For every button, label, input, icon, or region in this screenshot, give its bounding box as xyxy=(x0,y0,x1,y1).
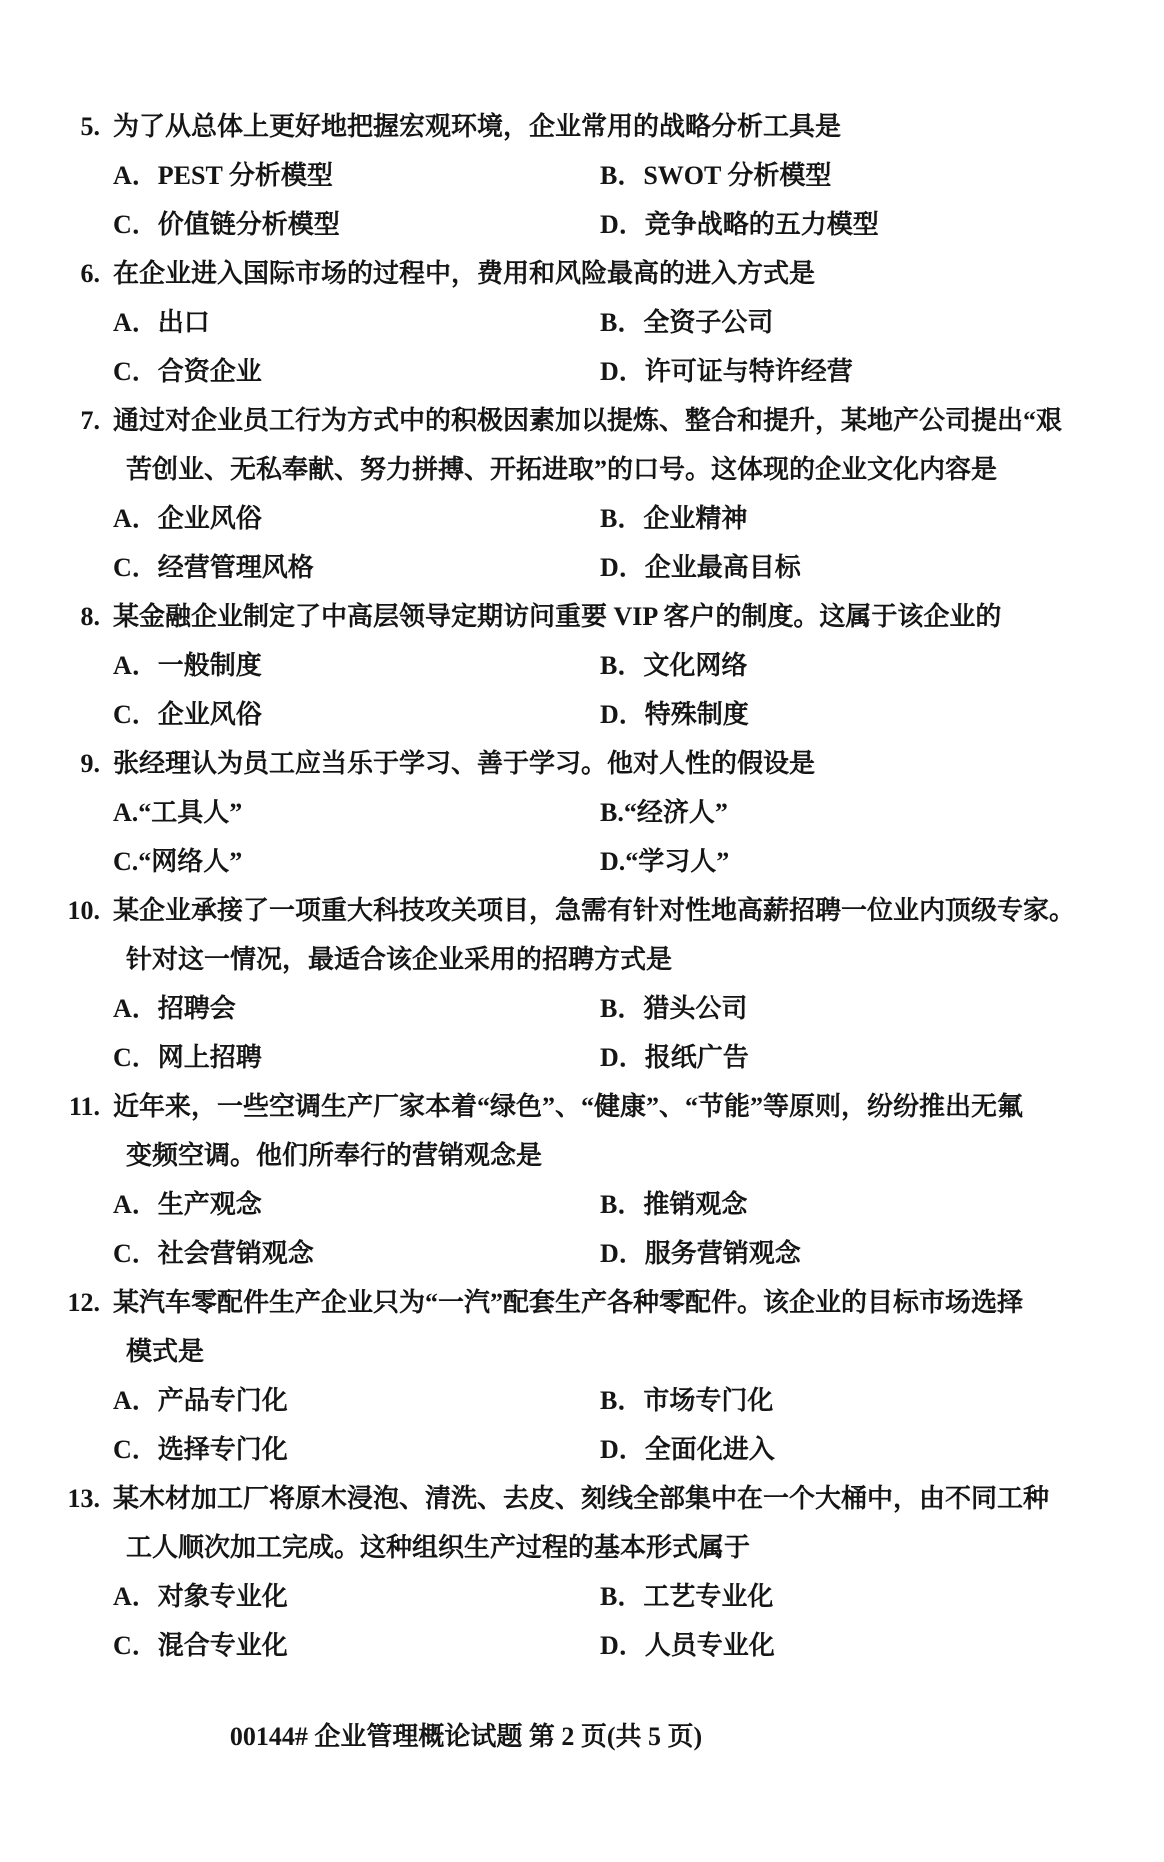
option-cell: D．许可证与特许经营 xyxy=(600,357,853,386)
question-text: 为了从总体上更好地把握宏观环境，企业常用的战略分析工具是 xyxy=(113,112,842,141)
option-cell: A．生产观念 xyxy=(113,1190,262,1219)
question-number: 8. xyxy=(80,602,100,631)
question-item xyxy=(0,886,1164,1082)
question-first-line xyxy=(0,1082,1164,1131)
question-text: 工人顺次加工完成。这种组织生产过程的基本形式属于 xyxy=(126,1533,751,1562)
option-cell: C．网上招聘 xyxy=(113,1043,262,1072)
question-number: 7. xyxy=(80,406,100,435)
option-cell: B．推销观念 xyxy=(600,1190,748,1219)
option-row xyxy=(0,788,1164,837)
option-cell: A．产品专门化 xyxy=(113,1386,288,1415)
question-wrapped-line xyxy=(0,935,1164,984)
question-first-line xyxy=(0,592,1164,641)
question-text: 张经理认为员工应当乐于学习、善于学习。他对人性的假设是 xyxy=(113,749,816,778)
option-cell: A．一般制度 xyxy=(113,651,262,680)
question-text: 模式是 xyxy=(126,1337,205,1366)
question-item xyxy=(0,249,1164,396)
question-wrapped-line xyxy=(0,1523,1164,1572)
question-text: 在企业进入国际市场的过程中，费用和风险最高的进入方式是 xyxy=(113,259,816,288)
question-number: 12. xyxy=(67,1288,100,1317)
question-text: 变频空调。他们所奉行的营销观念是 xyxy=(126,1141,543,1170)
option-cell: C．选择专门化 xyxy=(113,1435,288,1464)
question-text: 针对这一情况，最适合该企业采用的招聘方式是 xyxy=(126,945,673,974)
question-number: 11. xyxy=(68,1092,100,1121)
option-cell: B．SWOT 分析模型 xyxy=(600,161,832,190)
option-cell: B．市场专门化 xyxy=(600,1386,774,1415)
option-row xyxy=(0,641,1164,690)
option-row xyxy=(0,543,1164,592)
question-item xyxy=(0,592,1164,739)
option-cell: A．企业风俗 xyxy=(113,504,262,533)
question-first-line xyxy=(0,249,1164,298)
question-wrapped-line xyxy=(0,1131,1164,1180)
option-cell: D.“学习人” xyxy=(600,847,730,876)
question-text: 苦创业、无私奉献、努力拼搏、开拓进取”的口号。这体现的企业文化内容是 xyxy=(126,455,998,484)
option-row xyxy=(0,1180,1164,1229)
option-cell: C．社会营销观念 xyxy=(113,1239,314,1268)
question-item xyxy=(0,1082,1164,1278)
question-text: 近年来，一些空调生产厂家本着“绿色”、“健康”、“节能”等原则，纷纷推出无氟 xyxy=(113,1092,1024,1121)
option-row xyxy=(0,690,1164,739)
question-item xyxy=(0,739,1164,886)
option-cell: A．出口 xyxy=(113,308,210,337)
question-item xyxy=(0,102,1164,249)
question-list xyxy=(0,102,1164,1670)
page-footer: 00144# 企业管理概论试题 第 2 页(共 5 页) xyxy=(229,1722,703,1751)
question-first-line xyxy=(0,102,1164,151)
option-cell: A．PEST 分析模型 xyxy=(113,161,333,190)
option-cell: D．企业最高目标 xyxy=(600,553,801,582)
question-first-line xyxy=(0,396,1164,445)
option-row xyxy=(0,494,1164,543)
option-row xyxy=(0,837,1164,886)
question-item xyxy=(0,1278,1164,1474)
question-number: 6. xyxy=(80,259,100,288)
option-cell: C．混合专业化 xyxy=(113,1631,288,1660)
option-cell: B．文化网络 xyxy=(600,651,748,680)
question-text: 某汽车零配件生产企业只为“一汽”配套生产各种零配件。该企业的目标市场选择 xyxy=(113,1288,1024,1317)
option-cell: B．工艺专业化 xyxy=(600,1582,774,1611)
option-cell: C．价值链分析模型 xyxy=(113,210,340,239)
option-cell: D．报纸广告 xyxy=(600,1043,749,1072)
option-row xyxy=(0,984,1164,1033)
question-text: 某金融企业制定了中高层领导定期访问重要 VIP 客户的制度。这属于该企业的 xyxy=(113,602,1002,631)
option-row xyxy=(0,1425,1164,1474)
question-number: 5. xyxy=(80,112,100,141)
option-cell: C．合资企业 xyxy=(113,357,262,386)
option-cell: D．服务营销观念 xyxy=(600,1239,801,1268)
question-item xyxy=(0,1474,1164,1670)
question-first-line xyxy=(0,1474,1164,1523)
option-cell: A.“工具人” xyxy=(113,798,243,827)
option-row xyxy=(0,298,1164,347)
option-row xyxy=(0,200,1164,249)
question-number: 10. xyxy=(67,896,100,925)
option-row xyxy=(0,1033,1164,1082)
option-cell: D．竞争战略的五力模型 xyxy=(600,210,879,239)
question-number: 9. xyxy=(80,749,100,778)
option-cell: C．经营管理风格 xyxy=(113,553,314,582)
option-row xyxy=(0,1572,1164,1621)
question-wrapped-line xyxy=(0,445,1164,494)
option-cell: D．人员专业化 xyxy=(600,1631,775,1660)
question-wrapped-line xyxy=(0,1327,1164,1376)
option-cell: B．全资子公司 xyxy=(600,308,774,337)
option-cell: A．对象专业化 xyxy=(113,1582,288,1611)
question-first-line xyxy=(0,739,1164,788)
option-row xyxy=(0,1621,1164,1670)
option-cell: B．猎头公司 xyxy=(600,994,748,1023)
question-item xyxy=(0,396,1164,592)
option-cell: C．企业风俗 xyxy=(113,700,262,729)
option-cell: C.“网络人” xyxy=(113,847,243,876)
question-text: 通过对企业员工行为方式中的积极因素加以提炼、整合和提升，某地产公司提出“艰 xyxy=(113,406,1063,435)
option-row xyxy=(0,151,1164,200)
option-row xyxy=(0,1229,1164,1278)
question-number: 13. xyxy=(67,1484,100,1513)
option-cell: B.“经济人” xyxy=(600,798,728,827)
option-cell: B．企业精神 xyxy=(600,504,748,533)
option-cell: D．特殊制度 xyxy=(600,700,749,729)
option-row xyxy=(0,347,1164,396)
option-row xyxy=(0,1376,1164,1425)
question-first-line xyxy=(0,886,1164,935)
question-first-line xyxy=(0,1278,1164,1327)
question-text: 某企业承接了一项重大科技攻关项目，急需有针对性地高薪招聘一位业内顶级专家。 xyxy=(113,896,1076,925)
question-text: 某木材加工厂将原木浸泡、清洗、去皮、刻线全部集中在一个大桶中，由不同工种 xyxy=(113,1484,1050,1513)
option-cell: A．招聘会 xyxy=(113,994,236,1023)
option-cell: D．全面化进入 xyxy=(600,1435,775,1464)
